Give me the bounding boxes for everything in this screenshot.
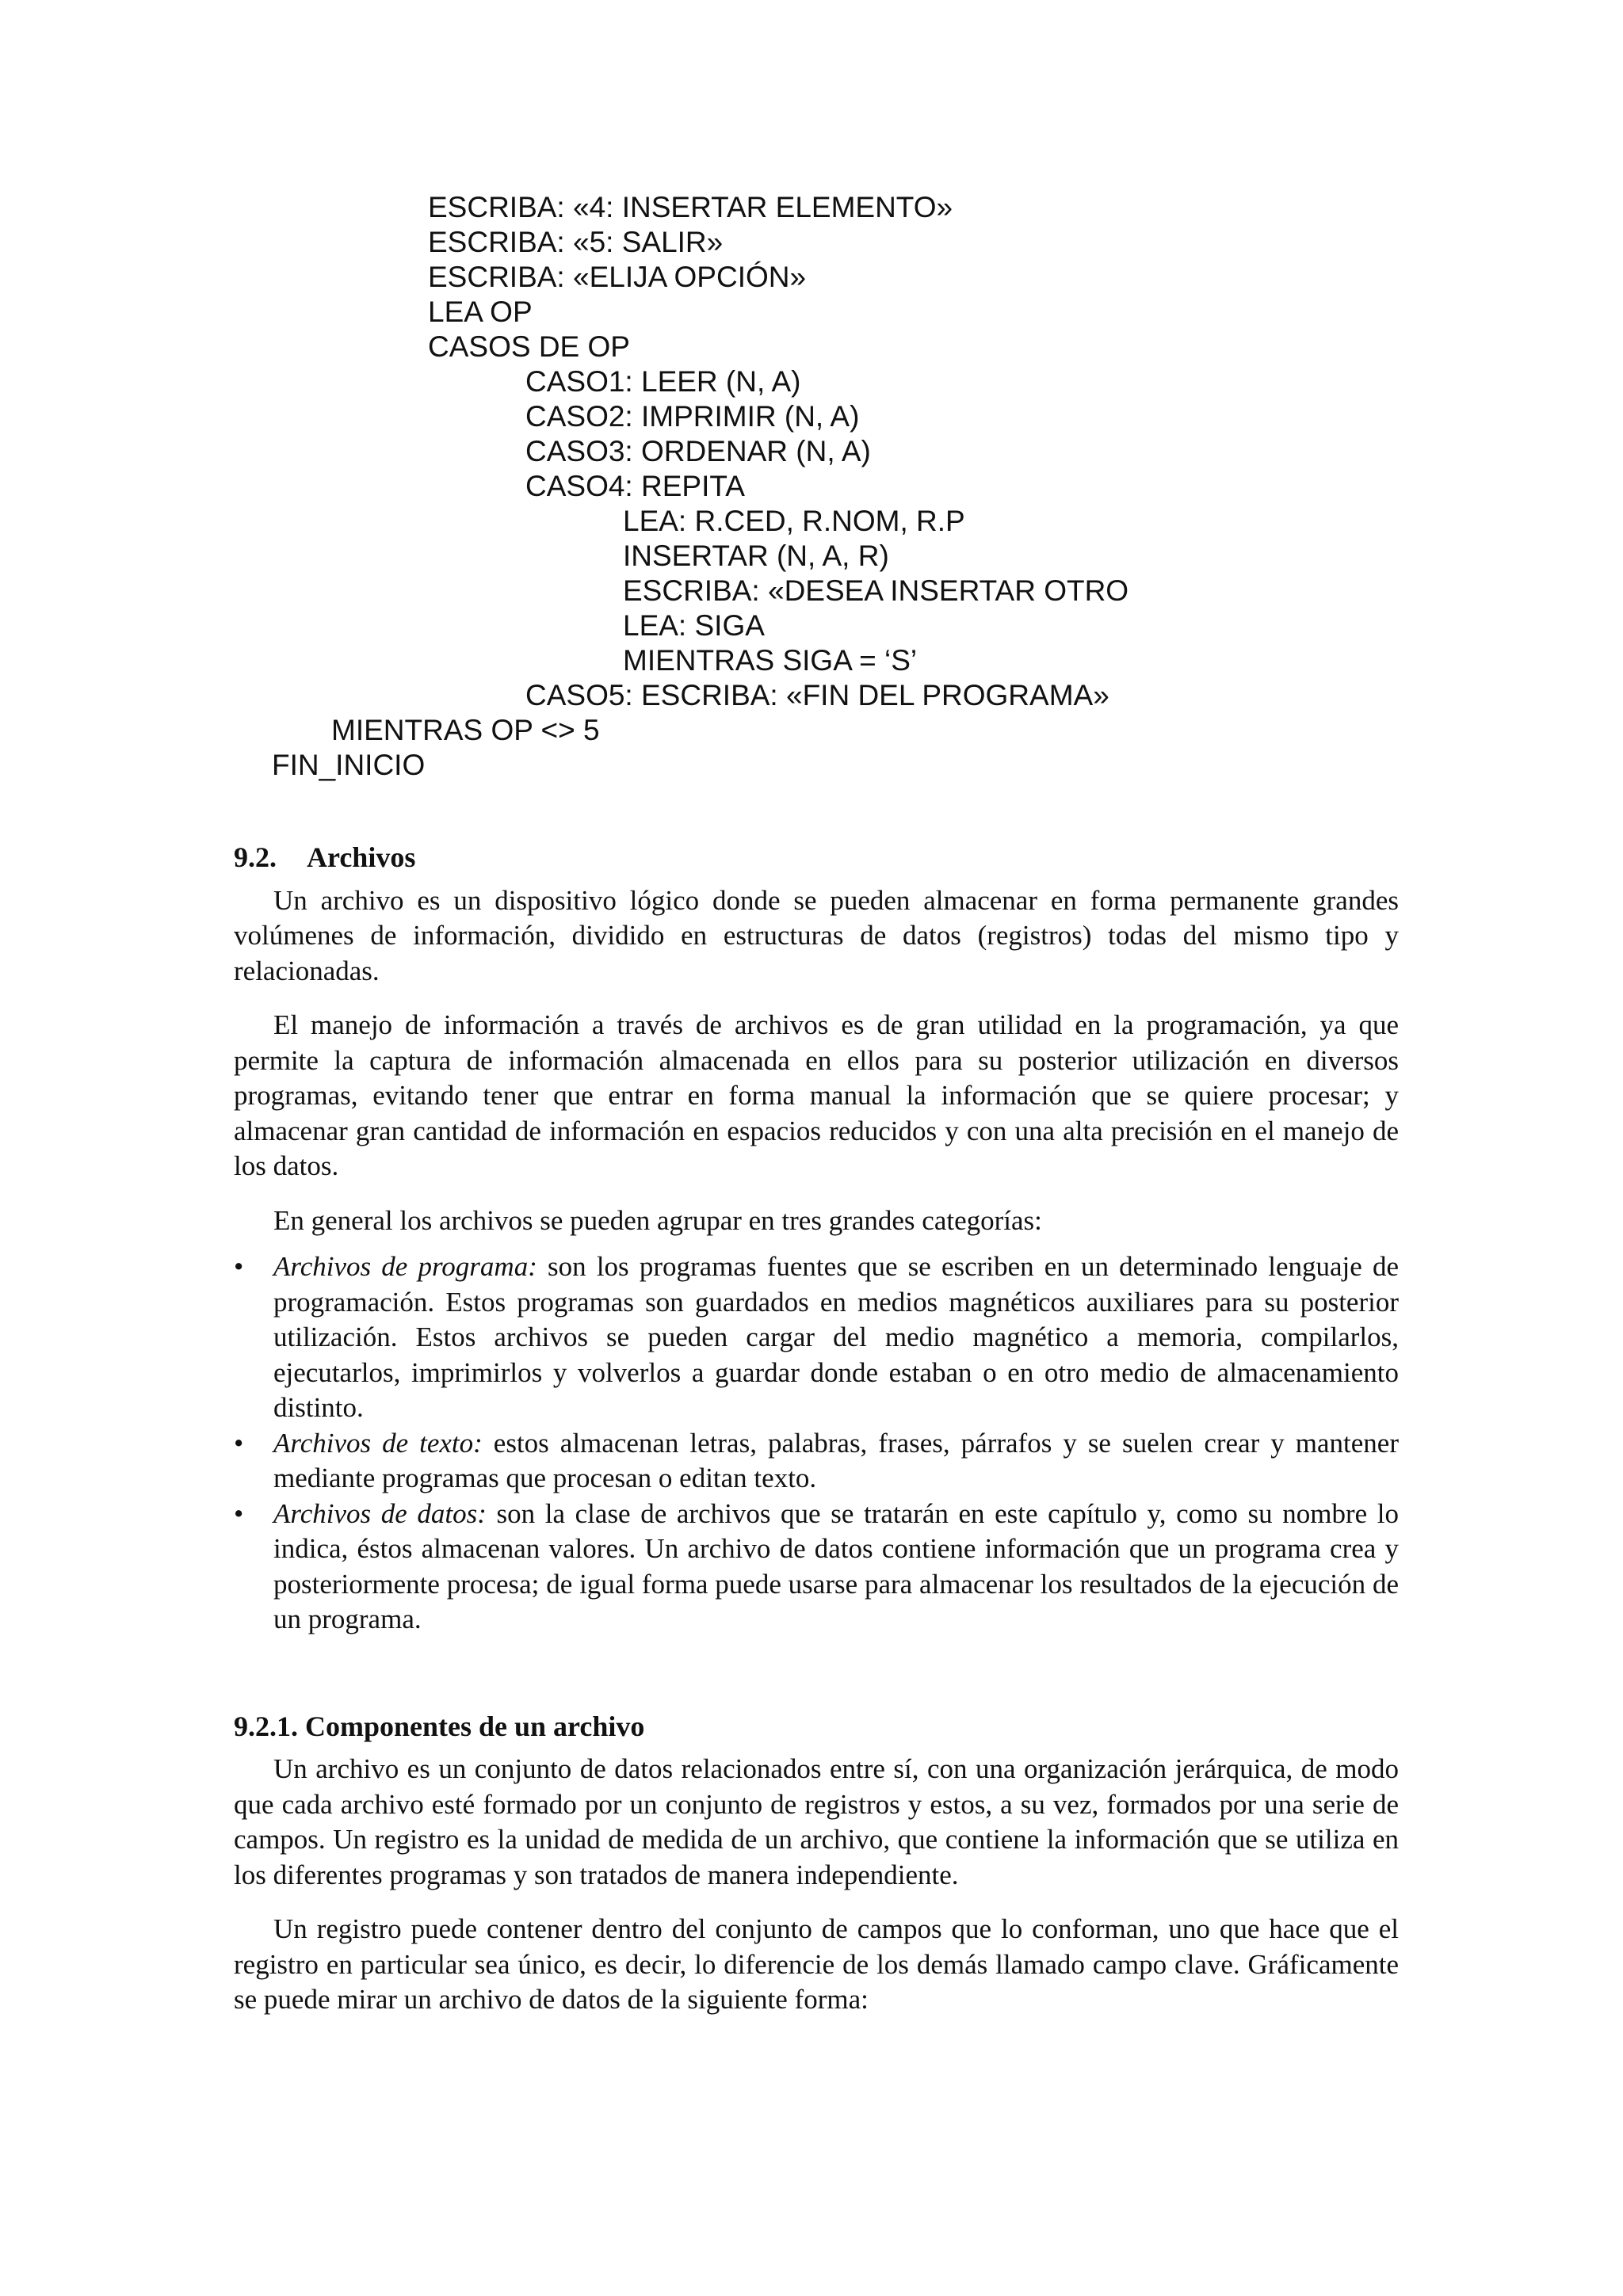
code-line: ESCRIBA: «ELIJA OPCIÓN» <box>428 261 807 293</box>
code-line: CASO2: IMPRIMIR (N, A) <box>525 400 860 433</box>
code-line: FIN_INICIO <box>272 749 426 781</box>
file-categories-list <box>234 1249 1399 1638</box>
code-line: CASO5: ESCRIBA: «FIN DEL PROGRAMA» <box>525 679 1109 711</box>
paragraph: Un archivo es un dispositivo lógico donde se pueden almacenar en forma permanente grandes volúmenes de información, dividido en estructuras de datos (registros) todas del mismo tipo y relacionadas. <box>234 884 1399 986</box>
bullet-icon: • <box>234 1251 244 1282</box>
code-line: MIENTRAS SIGA = ‘S’ <box>623 644 918 677</box>
paragraph: En general los archivos se pueden agrupar en tres grandes categorías: <box>273 1204 1042 1236</box>
list-item-term: Archivos de programa: <box>273 1251 537 1282</box>
code-line: ESCRIBA: «DESEA INSERTAR OTRO <box>623 574 1129 607</box>
bullet-icon: • <box>234 1427 244 1459</box>
body-text <box>234 840 1399 2037</box>
list-item-text: son los programas fuentes que se escriben en un determinado lenguaje de programación. Estos programas son guardados en medios magnéticos auxiliares para su posterior utilización. Estos archivos se pueden cargar del medio magnético a memoria, compilarlos, ejecutarlos, imprimirlos y volverlos a guardar donde estaban o en otro medio de almacenamiento distinto. <box>273 1251 1400 1423</box>
code-line: CASOS DE OP <box>428 330 630 363</box>
section-number: 9.2. <box>234 841 277 873</box>
paragraph: El manejo de información a través de archivos es de gran utilidad en la programación, ya que permite la captura de información almacenada en ellos para su posterior utilización en diversos programas, evitando tener que entrar en forma manual la información que se quiere procesar; y almacenar gran cantidad de información en espacios reducidos y con una alta precisión en el manejo de los datos. <box>234 1009 1399 1181</box>
code-line: CASO3: ORDENAR (N, A) <box>525 435 871 467</box>
list-item <box>234 1249 1399 1426</box>
code-line: INSERTAR (N, A, R) <box>623 540 889 572</box>
code-line: ESCRIBA: «5: SALIR» <box>428 226 724 258</box>
subsection-heading: 9.2.1. Componentes de un archivo <box>234 1710 645 1742</box>
list-item <box>234 1426 1399 1497</box>
spacer <box>234 1638 1399 1709</box>
section-heading <box>234 840 1399 875</box>
code-line: ESCRIBA: «4: INSERTAR ELEMENTO» <box>428 191 953 223</box>
list-item-text: estos almacenan letras, palabras, frases, párrafos y se suelen crear y mantener mediante programas que procesan o editan texto. <box>273 1427 1399 1493</box>
list-item-term: Archivos de datos: <box>273 1497 487 1529</box>
code-line: CASO1: LEER (N, A) <box>525 365 801 398</box>
bullet-icon: • <box>234 1497 244 1529</box>
list-item-text: son la clase de archivos que se tratarán en este capítulo y, como su nombre lo indica, éstos almacenan valores. Un archivo de datos contiene información que un programa crea y posteriormente procesa; de igual forma puede usarse para almacenar los resultados de la ejecución de un programa. <box>273 1497 1400 1634</box>
paragraph: Un registro puede contener dentro del conjunto de campos que lo conforman, uno que hace que el registro en particular sea único, es decir, lo diferencie de los demás llamado campo clave. Gráficamente se puede mirar un archivo de datos de la siguiente forma: <box>234 1913 1399 2015</box>
code-line: CASO4: REPITA <box>525 470 745 502</box>
section-title: Archivos <box>307 841 416 873</box>
list-item-term: Archivos de texto: <box>273 1427 483 1459</box>
paragraph: Un archivo es un conjunto de datos relacionados entre sí, con una organización jerárquica, de modo que cada archivo esté formado por un conjunto de registros y estos, a su vez, formados por una serie de campos. Un registro es la unidad de medida de un archivo, que contiene la información que se utiliza en los diferentes programas y son tratados de manera independiente. <box>234 1753 1399 1890</box>
code-line: LEA: R.CED, R.NOM, R.P <box>623 505 965 537</box>
list-item <box>234 1497 1399 1638</box>
code-line: MIENTRAS OP <> 5 <box>331 714 600 746</box>
code-line: LEA OP <box>428 296 533 328</box>
code-line: LEA: SIGA <box>623 609 765 642</box>
